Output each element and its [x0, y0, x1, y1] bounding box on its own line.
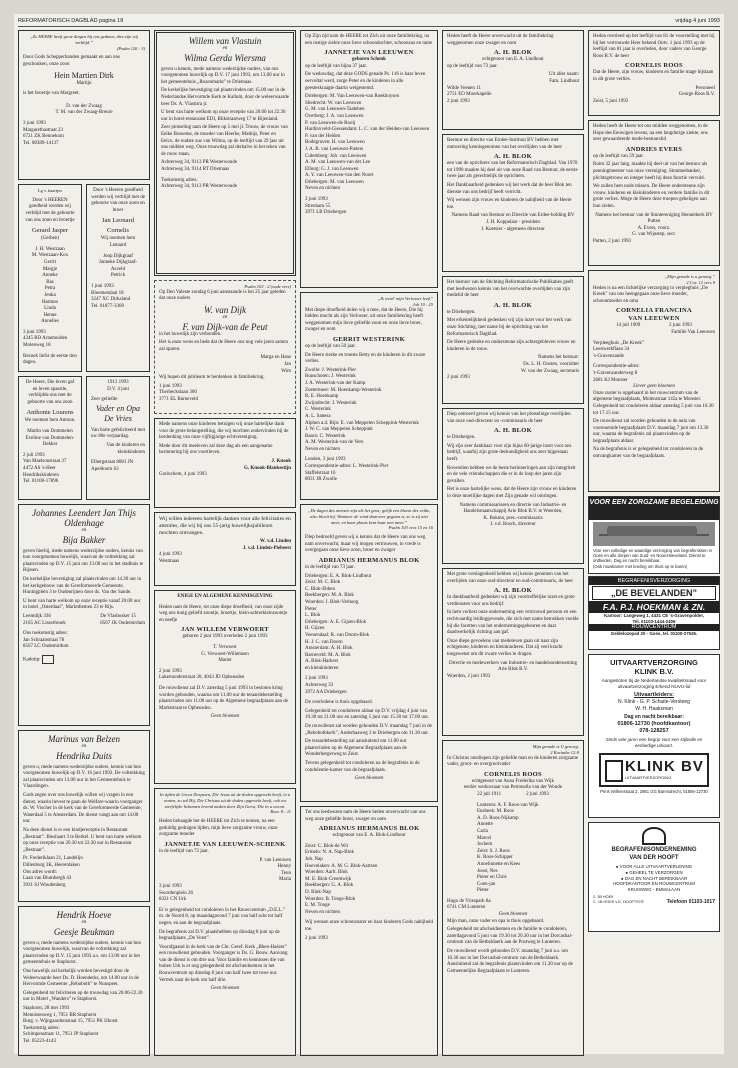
quote: In tijden de Groot Dorpsten, Die Jezus uit de doden opgewekt heeft, in u wonen, zo zal Hij, Die Christus uit de doden opgewekt heeft, ook uw sterfelijke lichamen levend maken door Zijn Geest, Die in u woont.	[159, 792, 291, 809]
wedding-announcement-van-belzen	[18, 730, 150, 902]
death-announcement-verwoert	[154, 590, 296, 784]
signature: J. Knook G. Knook-Blankestijn	[244, 458, 291, 471]
correspondence-address: Correspondentie-adres: 't-Gravenzanderweg 8 2681 KJ Monster	[593, 364, 640, 383]
age: op de leeftijd van bijna 37 jaar.	[305, 63, 368, 69]
body: De rouwdienst zal D.V. zaterdag 5 juni 1993 in besloten kring worden gehouden, waarna om 11.00 uur de teraardebestelling plaatsvinden om 11.00 uur op de Algemene begraafplaats aan de Marktstraat te Opheusden.	[159, 685, 288, 711]
address: Achterweg 34, 9113 PR Westerwoude Achterweg 34, 9114 RT Driemaas	[161, 160, 238, 172]
deceased-name: JANNETJE VAN LEEUWEN	[324, 49, 414, 57]
intro: Door 's HEEREN goedheid werden wij verblijd met de geboorte van ons zoon en broertje	[25, 197, 75, 223]
quote: „De dagen des mensen zijn als het gras; gelijk een bloem des velds, alzo bloeit hij. Wanneer de wind daarover gegaan is, zo is zij niet meer, en haar plaats kent haar niet meer.”	[307, 508, 431, 525]
body: De rouwdienst zal worden gehouden D.V. maandag 7 juni in de „Rehobothkerk”, Anderhaaweg 3 te Driebergen om 11.30 uur.	[305, 724, 432, 736]
signature: Directie en medewerkers van Industrie- en handelsonderneming Arie Blok B.V.	[448, 660, 577, 673]
gift-tip	[23, 655, 145, 664]
ad-banner	[589, 497, 719, 520]
signature: W. v.d. Linden J. v.d. Linden-Piebeest	[242, 539, 291, 551]
body: De rouwdienst wordt gehouden D.V. maandag 7 juni a.s. om 10.30 uur in het Dorcasbal-centrum van de Betheldaerk. Aansluitend zal de begrafenis plaatsvinden om 11.30 uur op de Gemeentelijke Begraafplaats te Lunteren.	[447, 949, 573, 974]
deceased-name: ADRIANUS HERMANUS BLOK	[318, 825, 420, 833]
bride-name: Geesje Beukman	[53, 926, 115, 937]
body: geven hierbij, mede namens wederzijdse ouders, kennis van hun voorgenomen huwelijk, waarvan de voltrekking zal plaatsvinden op D.V. 15 juni om 13.00 uur in het stadhuis te Rijssen.	[23, 548, 144, 574]
ad-address: Prins Willemstraat 2, 2951 GG Barendrecht, 01806-12730	[600, 789, 708, 794]
body: Op Den Valeste zondag 6 juni aanstaande is het 25 jaar geleden dat onze ouders	[159, 289, 286, 302]
address: 3 juni 1993 4345 RD Arnemuiden Molenweg 18	[23, 329, 68, 349]
birth-announcement-anthonie	[18, 376, 82, 500]
ad-zorgzame-begeleiding	[588, 496, 720, 574]
body: Dat de Heere, zijn vrouw, kinderen en familie mage bijstaan in dit grote verlies.	[593, 70, 714, 82]
family: Driebergen: M. Van Leeuwen-van Roekhuysen Sliedrecht: W. van Leeuwen G. M. van Leeuwen-Taaleben Overberg: J. A. van Leeuwen P. van Leeuwen-de Rooij Hardinxveld-Giessendam: L. C. van der Heiden-van Leeuwen P. van der Heiden Bodegraven: H. van Leeuwen J. A. B. van Leeuwen-Pieters Culemborg: Joh. van Leeuwen A. M. van Leeuwen-van der Lee Elburg: G. J. van Leeuwen A. Y. van Leeuwen-van den Noort Driebergen: M. van Leeuwen Neven en nichten	[305, 94, 430, 192]
birthday-announcement-de-vries	[86, 376, 150, 500]
ad-top: BEGRAFENISVERZORGING	[589, 577, 719, 585]
deceased-name: ADRIANUS HERMANUS BLOK	[318, 556, 420, 564]
children: Marga en Hans Jan Wim	[260, 355, 291, 374]
header-right: vrijdag 4 juni 1993	[675, 18, 720, 24]
body: De teraardebestelling zal aansluitend om 11.00 uur plaatsvinden op de Algemene Begraafplaats aan de Wonderbergerweg te Zeist.	[305, 739, 407, 758]
spouse: echtgenoot van E. A. Lindhout	[482, 57, 544, 63]
body: Heden heeft de Heere tot ons midden weggenomen, in de Hope des Eeuwigen levens, na een langdurige ziekte, ons zeer gewaardeerde mede-bestuurslid	[593, 124, 708, 143]
intro: Door Gods Schepperhanden gemaakt en aan ons geschonken, onze zoon	[23, 55, 120, 67]
death-announcement-blok-family	[300, 504, 438, 802]
header-left: REFORMATORISCH DAGBLAD pagina 18	[18, 18, 124, 24]
body: Heden is na een lichtelijke verzorging in verpleghuis „De Kreek” van ons heengegaan onze lieve moeder, schoonmoeder en oma	[593, 285, 708, 304]
body: In hem verliest onze onderneming een vertrouwd persoon en een rechtvaardig leidinggevende, die zich met name betrokken voelde bij die facetten van het ondernemingsgebeuren en daar daadwerkelijk richting aan gaf.	[447, 610, 579, 636]
address: Elbergstraat 8081 JN Apeldoorn 63	[91, 460, 134, 472]
ad-names: N. Klink - G. P. Schuite-Versteeg W. H. Haaksman	[618, 699, 690, 712]
family: Joop Dijkgraaf Janneke Dijkgraaf- Asveld Petrick	[98, 253, 138, 279]
body: Ruim 32 jaar lang, maakte hij deel uit van het bestuur als penningmeester van onze vereniging. Stonmeebanker, plichtsgetrouw en integer heeft hij deze functie vervuld.	[593, 162, 708, 181]
address: 3 juni 1993 Streuham 55 3971 LB Driebergen	[305, 197, 347, 216]
groom-name: Johannes Leendert Jan Thijs Oldenhage	[32, 508, 136, 528]
future-address: Ons toekomstig adres: Jan Schraanstraat 78 8567 LC Oudemirdum	[23, 631, 69, 650]
birth-announcement-gerard	[18, 184, 82, 372]
klink-logo	[599, 753, 709, 787]
dates: geboren 2 juni 1993 overleden 2 juni 1993	[182, 634, 268, 640]
ad-subtitle: Uitvaartleiders:	[633, 692, 675, 698]
ad-name: „DE BEVELANDEN”	[592, 586, 716, 600]
deceased-name: GERRIT WESTERINK	[333, 335, 405, 343]
body: Gelegenheid tot condoleren aldaar op D.V. vrijdag 4 juni van 19.30 tot 21.00 uur en zaterdag 5 juni van 15.30 tot 17.00 uur.	[305, 708, 430, 721]
address: Pr. Frederiklaan 21, Landelijn Dillenburg 3K, Heerenlaken Ons adres wordt: Laan van Blumbergh 43 3931 SJ Woudenberg	[23, 856, 83, 888]
signature: Familie Van Leeuwen	[671, 329, 715, 335]
body: Heden nam de Heere, tot onze diepe droefheid, van onze zijde weg ons innig geliefd zoontje, broertje, klein-achterkleinzoontje en neefje	[159, 604, 288, 623]
body: Heden heeft de Heere onverwacht uit de familiekring weggenomen onze zwager en oom	[447, 34, 554, 46]
quote: „Mijn genade is u genoeg.” 2 Cor. 12 vers 9	[664, 274, 715, 285]
address: 2 juni 1993 Achterweg 33 3972 AA Driebergen	[305, 676, 347, 695]
ad-van-der-hooft	[588, 822, 720, 932]
body: Na de begrafenis is er gelegenheid tot condoleren in de ontvangkamer van de begraafplaats.	[593, 447, 704, 460]
wedding-announcement-hoeve	[18, 906, 150, 1056]
ad-owner: F.A. P.J. HOEKMAN & ZN.	[589, 601, 719, 613]
maiden-name: geboren Schenk	[352, 57, 386, 63]
body: In dankbaarheid gedenken wij zijn voortreffelijke inzet en grote verdiensten voor ons bedrijf.	[447, 595, 575, 607]
body: Met grote verslagenheid hebben wij kennis genomen van het overlijden van onze oud-directeur en oud-commissaris, de heer	[447, 572, 574, 584]
body: Het is onze hartelijke wens, dat de Heere zijn vrouw en kinderen in deze moeilijke dagen met Zijn genade wil omringen.	[447, 487, 577, 499]
date: 2 juni 1993	[447, 375, 470, 381]
address: Staphorst, 28 mei 1993 Mennistesweg 1, 7951 BR Staphorst Burg. v. Wijngaardenstraat 15, 7951 PK IJhorst Toekomstig adres: Schimpenstraat 11, 7951 JP Staphorst Tel. 05223-4143	[23, 1005, 118, 1044]
correspondence-address: Correspondentie-adres: L. Westerink-Pier Staffelstraat 16 8031 JR Zwolle	[305, 464, 389, 483]
and: en	[81, 528, 87, 533]
family: Zwolle: J. Westerink-Pier Bunschoten: J. Westerink J. A. Westerink-van der Kamp Zoetermeer: M. Hoenkamp-Westerink R. E. Hoenkamp Zwijndrecht: J. Westerink C. Westerink A. L. Sanesa Alphen a.d. Rijn: E. van Meppelen Scheppink-Westerink J. W. C. van Meppelen Scheppink Baarn: C. Westerink A. M. Westerink-van de Vere Neven en nichten	[305, 367, 419, 452]
body: De rouwdienst zal worden gehouden in de aula van voornoemde begraafplaats D.V. maandag 7 juni om 13.30 uur, waarna de begrafenis zal plaatsvinden op de begraafplaats aldaar.	[593, 419, 709, 444]
parents: Martin van Dommelen Eveline van Dommelen-Dekker	[25, 428, 75, 448]
honoree-name: Vader en Opa De Vries	[96, 403, 140, 423]
husband-name: W. van Dijk	[204, 304, 246, 315]
quote-ref: Job 19 : 25	[412, 301, 433, 307]
family: T. Verwoert G. Verwoert-Willemsen Mariet	[201, 644, 249, 664]
date: Putten, 2 juni 1993	[593, 238, 632, 244]
age: in de leeftijd van 72 jaar.	[159, 848, 209, 854]
death-announcement-roos-personeel	[588, 30, 720, 116]
body: Onze zuster is opgebaard in het rouwcentrum van de algemene begraafplaats, Molenstraat 145a te Monster. Gelegenheid tot condoleren aldaar zaterdag 5 juni van 16.30 tot 17.15 uur.	[593, 390, 714, 416]
age: in de leeftijd van 73 jaar.	[305, 564, 355, 570]
signature: Uit aller naam: Fam. Lindhout	[549, 72, 579, 84]
body: in het huwelijk zijn verbonden.	[159, 331, 222, 337]
hearse-photo	[593, 522, 715, 546]
place: te Driebergen.	[447, 309, 476, 315]
family: Driebergen: E. A. Blok-Lindhout Zeist: M. C. Blok C. Blok-Ebben Beekbergen: M. A. Blok Woerden: J. Blok-Verhoog Pieter L. Blok Driebergen: A. E. Gijzen-Blok H. Gijzen Veenendaal: R. van Doorn-Blok H. J. C. van Doorn Amsterdam: A. H. Blok Barneveld: M. A. Blok A. Blok-Harkers en kleinkinderen	[305, 573, 372, 671]
body: De weduwdag, dat deze GODS genade Ps. 116 is haar leven oervoltal werd, zorge Peter en de kinderen in alle geesteskraagte daarin welgestemd.	[305, 72, 426, 91]
address: Leemdijk 336 2165 AC Lisserbroek	[23, 613, 66, 626]
child-nickname: Wij noemen hem Lennard	[100, 236, 136, 248]
death-announcement-blok-stichting	[442, 276, 584, 404]
ad-phone: Telefoon 01103-1017	[666, 898, 715, 905]
age: op de leeftijd van 73 jaar.	[447, 63, 498, 69]
address: Verpleeghuis „De Kreek” Leenwerkflaan 34 's-Gravenzande	[593, 340, 645, 359]
body: Van harte gefeliciteerd met uw 80e verjaardag.	[91, 427, 145, 440]
footnote: Geen bloemen	[498, 912, 528, 918]
body: Zeer plotseling nam de Heere op 5 mei jl. Trouw, de vrouw van Eelke Bosseme, de moeder van Heerke, Mathijs, Peter en Eelco, de oudste zus van Wilma, op de leeftijd van 29 jaar uit ons midden weg. Onze trouwdag zal derhalve in het teken van de rouw staan.	[161, 125, 288, 157]
ad-tagline: Dag en nacht bereikbaar:	[624, 714, 684, 720]
deceased-name: CORNELIS ROOS	[484, 770, 542, 778]
date: 4 juni 1993 Westmaas	[159, 552, 182, 564]
body: Mijn man, onze vader en opa is thuis opgebaard.	[447, 918, 545, 924]
body: Na deze dienst is er een kindjereceptie in Restaurant „Bestraat”. Bieshaart 3 te Berkel. U bent van harte welkom op onze receptie van 20.30 tot 22.30 uur in Restaurant „Bestraat”.	[23, 827, 142, 853]
future-address: Toekomstig adres: Achterweg 34, 9113 PR Westerwoude	[161, 177, 238, 190]
ad-body: Aangesloten bij de Nederlandse kwaliteitsraad voor uitvaartverzorging Erkend NUVU-lid	[601, 678, 707, 689]
footnote: Liever geen bloemen	[633, 384, 675, 390]
body: De begrafenis zal D.V. plaatshebben op dinsdag 8 juni op de begraafplaats „De Vorst”.	[159, 929, 280, 942]
quote-ref: Psalm 103 vers 15 en 16	[388, 525, 433, 531]
child-name: Anthonie Lourens	[26, 409, 74, 417]
family: Lunteren: A. F. Roos-van Wijk Ensbeek: M. Roos A. D. Roos-Nijkamp Annette Carla Marcel Jochem Zeist: S. J. Roos K. Roos-Schipper Annelinnette en Kees Joost, Nes Pieter en Chris Coen-jan Pieter	[477, 802, 539, 894]
deceased-name: A. H. BLOK	[493, 301, 533, 309]
bride-name: Wilma Gerda Wiersma	[184, 52, 266, 63]
footnote: Geen bloemen	[354, 776, 384, 782]
ad-body: Voor een volledige en waardige verzorging van begrafenissen in Goes en alle dorpen van Zuid- en Noord-Beveland. Dienst te ontbieden. Dag en nacht bereikbaar. (Ook rouwkamer met koeling om thuis op te baren)	[593, 548, 712, 569]
body: Mede door dit meeleven zal deze dag als een aangename herinnering bij ons voortleven.	[159, 443, 273, 456]
body: Gods zegen over ons huwelijk willen wij vragen in een dienst, waarin bevest te gaan de Welfare-waarin voorganger ds. W. Vischer in de kerk van de Gereformeerde Gemeente, Waterdaal 5 te Amsterdam. De dienst vangt aan om 14.00 uur.	[23, 792, 143, 825]
body: Tot ons leedwezen nam de Heere heden onverwacht van ons weg onze geliefde broer, zwager en oom	[305, 810, 426, 822]
hearse-icon	[607, 526, 697, 536]
groom-name: Hendrik Hoeve	[56, 910, 112, 920]
former-spouse: eerder weduwnaar van Petronella van der Woude	[463, 785, 563, 791]
address: Hugo de Vriespark 8a 6741 CM Lunteren	[447, 898, 491, 911]
ad-address: 2. 3B HOEK C. 1B HOEK v.D. HOOFTSTR	[593, 894, 644, 904]
footnote: Geen bloemen	[210, 714, 240, 720]
body: De Heere sterke en troeste Betty en de kinderen in dit zware verlies.	[305, 352, 426, 365]
ad-phone: 01806-12730 (hoofdkantoor) 078-128257	[617, 721, 691, 734]
body: Met erkentelijkheid gedenken wij zijn inzet voor het werk van onze Stichting, met name bij de oprichting van het Reformatorisch Dagblad.	[447, 318, 572, 337]
age: op de leeftijd van 59 jaar.	[593, 153, 644, 159]
date: Zeist, 5 juni 1993	[593, 98, 629, 104]
ad-de-bevelanden	[588, 576, 720, 650]
body: We zullen hem node missen. De Heere ondersteune zijn vrouw, kinderen en kleinkinderen en verdere familie in dit grote verlies. Moge de Heere deze troepen geheligen aan hun zielen.	[593, 184, 710, 209]
and: en	[222, 314, 228, 320]
death-announcement-blok-erdee	[442, 134, 584, 272]
body: Bovendien hebben we de beste herinneringen aan zijn integriteit en de vele vriendschappen die er in de loop der jaren zijn gevallen.	[447, 465, 576, 484]
dates: 22 juli 1911 2 juni 1993	[477, 791, 549, 797]
body: Tevens gelegenheid tot condoleren na de begrafenis in de condolentie-kamer van de begraafplaats.	[305, 761, 420, 773]
body: geven u, mede namens wederzijdse ouders, kennis van hun voorgenomen huwelijk op D.V. 16 juni 1993. De voltrekking zal plaatsvinden om 13.00 uur in het Gemeentehuis te Vlaardingen.	[23, 764, 145, 790]
footnote: Geen bloemen	[210, 986, 240, 992]
body: De Heere gedenke en ondersteune zijn achtergebleven vrouw en kinderen in de rouw.	[447, 340, 576, 352]
deceased-name: CORNELIS ROOS	[625, 62, 683, 70]
page-header	[18, 16, 720, 27]
quote-ref: Rom. 8 : 11	[270, 809, 291, 815]
ad-title: VOOR EEN ZORGZAME BEGELEIDING	[589, 499, 719, 506]
family: J. H. Westzaan M. Westzaan-Kox Gerrit Margje Anneke Bas Petra Jenka Harmen Linda Henne Annelies	[31, 246, 69, 325]
death-announcement-blok-siblings	[300, 806, 438, 1056]
gift-icon	[42, 655, 54, 664]
death-announcement-van-leeuwen-family	[300, 30, 438, 288]
ad-tagline-2: Sinds vele jaren een begrip voor een stijlvolle en eerbiedige uitvaart.	[605, 737, 703, 748]
logo-subtext: UITVAARTVERZORGING	[625, 775, 672, 780]
logo-frame-icon	[605, 760, 623, 782]
groom-name: Willem van Vlastuin	[188, 36, 262, 46]
quote: „Zo HEERE heeft grote dingen bij ons gedaan; dies zijn wij verblijd.”	[29, 34, 139, 45]
address: 1 juni 1993 Bloemendaal 18 3247 XC Dirksland Tel. 01877-3360	[91, 283, 131, 309]
body: geven u, mede namens wederzijdse ouders, kennis van hun voorgenomen huwelijk, waarvan de voltrekking zal plaatsvinden op D.V. 15 juni 1993 a.s. om 13.00 uur in het gemeentehuis te Staphorst.	[23, 940, 142, 966]
body: De kerkelijke bevestiging zal plaatsvinden om 15.00 uur in de Nederlandse Hervormde Kerk te Kallum, door de weleerwaarde heer Ds. A. Vlastirra jr.	[161, 88, 289, 107]
body: De overledene is thuis opgebaard.	[305, 700, 373, 706]
parents: D. van der Zwaag T. M. van der Zwaag-Breure	[55, 103, 113, 116]
groom-name: Marinus van Belzen	[48, 734, 120, 744]
body: Op Zijn tijd nam de HEERE tot Zich uit onze familiekring, na een rustige ziekte onze lieve schoondochter, schoonzus en tante	[305, 34, 433, 46]
body: U bent van harte welkom op onze receptie van 20.00 tot 22.30 uur in hotel-restaurant EDI, Blikstraatweg 17 te Bijenland.	[161, 110, 286, 122]
date: 2 juni 1993	[305, 935, 328, 941]
child-name: Jan Leonard Cornelis	[102, 217, 134, 235]
bride-name: Hendrika Duits	[56, 750, 112, 761]
spouse: echtgenoot van E. A. Blok-Lindhout	[332, 833, 406, 839]
intro: Zeer geliefde	[91, 397, 118, 403]
body: Het is onze wens en bede dat de Heere ons nog vele jaren samen zal sparen.	[159, 340, 288, 352]
death-announcement-roos	[442, 740, 584, 1056]
family: P. van Leeuwen Henny Teun Maria	[259, 857, 291, 883]
body: Heden behaagde het de HEERE tot Zich te nemen, na een geduldig gedragen lijden, mijn lieve zorgzame vrouw, onze zorgzame moeder	[159, 819, 278, 838]
wife-name: F. van Dijk-van de Peut	[182, 321, 268, 332]
gift-tip-label: Kadotip:	[23, 657, 41, 663]
newspaper-page	[14, 14, 724, 1054]
body: Met diepe droefheid delen wij u mee, dat de Heere, Die hij bidden mocht als zijn Verlosser, uit onze familiekring heeft weggenomen mijn lieve geliefde zoon en onze lieve broer, zwager en oom	[305, 307, 424, 333]
death-announcement-westerink	[300, 292, 438, 500]
address: 2 juni 1993 Lakemonderstraat 30, 4043 JD Opheusden	[159, 668, 245, 681]
quote-ref: Psalm 103 : 2 (oude vers)	[244, 284, 291, 289]
deceased-name: A. H. BLOK	[493, 587, 533, 595]
body: Wij hopen dit jubileum te herdenken in familiekring.	[159, 375, 265, 381]
body: Mede namens onze kinderen betuigen wij onze hartelijke dank voor de grote belangstelling, die wij mochten ondervinden bij de herdenking van onze vijftigjarige echtvereniging.	[159, 422, 289, 441]
death-announcement-blok-directie	[442, 568, 584, 736]
child-nickname: Martijn	[76, 80, 92, 86]
signature: Van de kinderen en kleinkinderen	[106, 442, 145, 455]
dates: 14 juli 1909 2 juni 1993	[616, 323, 692, 329]
body: De kerkelijke bevestiging zal plaatsvinden om 14.30 uur in het kerkgebouw van de Gereformeerde Gemeente, Huningplein 3 te Oudenrijnen door ds. Van der Sande.	[23, 576, 142, 596]
sibling-line: is het broertje van Margreet.	[23, 91, 80, 97]
family: Zeist: C. Blok-de Wit Ermelo: N. A. Nap-Blok Joh. Nap Hoevelaken: A. M. G. Blok-Aartsen Woerden: Aarlt. Blok M. E. Blok-Creemwijk Beekbergen: G. A. Blok D. Blok-Nap Woerden: B. Tonge-Blok E. M. Tonge Neven en nichten	[305, 843, 378, 915]
child-name: Gerard Jasper	[32, 227, 68, 235]
child-nickname: We noemen hem Antoon.	[24, 418, 76, 424]
body: Diep bedroefd geven wij u kennis dat de Heere van ons weg nam onverwacht, maar wij mogen vertrouwen, in vrede is overgegaan onze lieve zoon, broer en zwager	[305, 535, 426, 554]
birth-announcement-martijn	[18, 30, 150, 180]
deceased-name: ANDRIES EVERS	[625, 145, 683, 153]
death-announcement-cornelia-van-leeuwen	[588, 270, 720, 492]
signature: Namens het bestuur van de Stuntereniging Hennetkerk BV Putten A. Evers, voorz. G. van Wijnstep, secr.	[595, 212, 713, 238]
body: Heden overleed op het leeftijd van 81 de voorstelling met hij bij het vertrouwde Heer bekend Ontv. 1 juni 1993 op de leeftijd van 81 jaar is overleden, door vaders van George Roos B.V. de heer	[593, 34, 715, 59]
deceased-name: A. H. BLOK	[493, 427, 533, 435]
thanks-announcement-knook	[154, 418, 296, 508]
and: en	[81, 920, 87, 925]
note: Lg v. kaartjes	[37, 188, 63, 193]
intro: De Heere, Die leven gaf en leven spaarde, verblijdde ons met de geboorte van ons zoon	[25, 380, 75, 405]
ad-title: UITVAARTVERZORGING KLINK B.V.	[610, 658, 698, 676]
address: 3 juni 1993 Swordenplein 26 8321 CN Urk	[159, 883, 194, 903]
deceased-name: JAN WILLEM VERWOERT	[181, 626, 269, 634]
signature: Personeel George Roos B.V.	[678, 85, 715, 98]
ad-klink-bv	[588, 654, 720, 818]
date: Woerden, 2 juni 1993	[447, 673, 491, 679]
ad-title: BEGRAFENISONDERNEMING VAN DER HOOFT	[611, 847, 697, 861]
quote: Mijn genade is U genoeg. 2 Korinthe 12:9	[532, 744, 579, 755]
body: Gelegenheid tot feliciteren op de trouwdag van 20.00-22.30 uur in Motel „Wanders” te Staphorst.	[23, 990, 143, 1003]
body: Ons huwelijk zal kerkelijk worden bevestigd door de Weleerwaarde heer Ds. D. Hoenderks, om 14.00 uur in de Hervormde Gemeente „Rehoboth” te Nunspeet.	[23, 968, 139, 988]
address: 1 juni 1993 Therbeckslaan 300 3771 EL Barneveld	[159, 383, 198, 402]
child-nickname: (Gerben)	[40, 236, 60, 242]
body: Wij willen iedereen hartelijk danken voor alle felicitaties en attenties, die wij bij ons 55-jarig huwelijksjubileum mochten ontvangen.	[159, 516, 291, 536]
logo-text: KLINK BV	[625, 758, 704, 775]
signature: Namens Raad van Bestuur en Directie van Erdee-holding BV J. H. Koppelaar - president J. Koetsier - algemeen directeur	[451, 213, 575, 232]
body: Wij wensen onze schoonzuster en haar kinderen Gods nabijheid toe.	[305, 920, 433, 932]
visit-note: Bezoek liefst de eerste tien dagen.	[23, 353, 77, 366]
ad-items: ● VOOR ALLE UITVAARTVERLENING ● GEHEEL TE VERZORGEN ● DAG EN NACHT BEREIKBAAR HOOFDKANTOOR EN ROUWCENTRUM KRUISWEG - EMMALAAN	[613, 864, 695, 893]
body: Het Dankbaarheid gedenken wij het werk dat de heer Blok ten dienste van ons bedrijf heeft verricht.	[447, 182, 572, 195]
deceased-name: A. H. BLOK	[493, 153, 533, 161]
dates: 1913 1993 D.V. 4 juni	[107, 380, 129, 392]
body: Bestuur en directie van Ernlee-Instituut BV hebben met ontroering kennisgenomen van het overlijden van de heer	[447, 138, 563, 150]
place: te Driebergen.	[447, 435, 476, 441]
quote: „Ik werd' mijn Verlosser leeft”	[377, 296, 433, 301]
body: Voorafgaand in de kerk van de Chr. Geref. Kerk „Bhen-Haëzer” een rouwdienst gehouden. Voorganger is Ds. G. Bouw. Aanvang van de dienst is om drie uur. Voor familie en kennissen die van buiten Urk is er nog gelegenheid tot afscheidnemen in het Rouwcentrum op dinsdag 8 juni van half twee tot twee uur. Vertrek naar de kerk om half drie.	[159, 944, 288, 983]
and: en	[222, 46, 228, 51]
heading: ENIGE EN ALGEMENE KENNISGEVING	[177, 594, 273, 599]
body: Het bestuur van de Stichting Reformatorische Publikaties geeft met leedwezen kennis van het overwachte overlijden van zijn medelid de heer	[447, 280, 574, 299]
death-announcement-blok-industrie	[442, 408, 584, 564]
body: Onze diepe gevoelens van medeleven gaan uit naar zijn echtgenote, kinderen en kleinkinderen. Dat zij veel kracht toegewenst om dit zware verlies te dragen.	[447, 638, 563, 657]
body: Wij wensen zijn vrouw en kinderen de nabijheid van de Heere toe.	[447, 198, 572, 210]
wedding-announcement-oldenhage	[18, 504, 150, 726]
address: De Vlasbosker 15 8567 JK Oudemirdum	[100, 613, 145, 626]
ad-center-title: ROUWCENTRUM	[589, 624, 719, 631]
child-name: Hein Martien Dirk	[54, 70, 114, 80]
birth-announcement-jan-leonard	[86, 184, 150, 372]
signature: Namens commissarissen en directie van Industrie- en Handelsmaatschappij Arie Blok B.V. te Woerden, K. Bokma, pres.-commissaris J. v.d. Bosch, directeur	[459, 502, 567, 528]
intro: Door 's Heeren goedheid werden wij verblijd met de geboorte van onze zoon en broer	[91, 188, 145, 213]
quote-ref: (Psalm 126 : 3)	[116, 45, 145, 51]
spouse: echtgenoot van Anna Frederika van Wijk	[471, 778, 555, 784]
body: In Christus ontsliepen zijn geliefde man en de kinderen zorgzame vader, groot- en overgrootvader	[447, 755, 579, 768]
death-announcement-evers	[588, 120, 720, 266]
deceased-name: CORNELIA FRANCINA VAN LEEUWEN	[615, 307, 693, 323]
body: Er is gelegenheid tot condoleren in het Rouwcentrum „D.E.L.” m. de Noord 8, op maandagavond 7 juni van half acht tot half negen, en aan de begraafplaats.	[159, 907, 285, 926]
body: Gelegenheid tot afscheidnemen en de familie te condoleren, zaterdagavond 5 juni van 19.30 tot 20.30 uur in het Dorcasbal-centrum van de Betheldaerk aan de Postweg te Lunteren.	[447, 927, 573, 946]
and: en	[81, 744, 87, 749]
address: 2 juli 1993 Van Maelsonstraat 37 4472 AS 's-Heer Hendrikskinderen Tel. 01100-17896	[23, 452, 67, 485]
ad-address: Kantoor: Langeweg 1, 4431 CE 's-Gravenpolder, Tel. 01103-1444-2409	[604, 613, 704, 624]
deceased-name: JANNETJE VAN LEEUWEN-SCHENK	[164, 840, 286, 848]
ad-center-address: Geldelozepad 20 - Goes, tel. 01100-27526.	[610, 631, 698, 636]
anniversary-announcement-van-dijk	[154, 280, 296, 414]
bride-name: Bija Bakker	[62, 534, 106, 545]
body: Wij zijn zeer dankbaar voor zijn bijna 60-jarige inzet voor ons bedrijf, waarbij zijn grote deskundigheid ons zeer bijgestaan heeft.	[447, 443, 572, 462]
signature: Namens het bestuur: Ds. L. H. Oosten, voorzitter W. van der Zwaag, secretaris	[521, 355, 579, 374]
date: Gorinchem, 4 juni 1993	[159, 472, 207, 478]
body: U bent van harte welkom op onze receptie vanaf 20.00 uur in hotel „Osterdaal”, Marktdiemen 23 te Rijs.	[23, 598, 141, 611]
emblem-icon	[642, 827, 666, 845]
date: 2 juni 1993	[447, 98, 470, 104]
address: 3 juni 1993 Margarethastraat 23 6721 ZK Bennekom Tel. 08389-14137	[23, 120, 64, 146]
address: Wilde Veenen 11 2751 EO Moerkapelle	[447, 85, 492, 98]
deceased-name: A. H. BLOK	[493, 49, 533, 57]
body: een van de oprichters van het Reformatorisch Dagblad. Van 1970 tot 1990 maakte hij deel uit van onze Raad van Bestuur, de eerste twee jaar als gerechtelijk de oprichters.	[447, 161, 578, 180]
death-announcement-blok-lindhout	[442, 30, 584, 130]
body: Diep ontroerd geven wij kennis van het plotselinge overlijden van onze oud-directeur en -commissaris de heer	[447, 412, 571, 424]
thanks-announcement-van-der-linden	[154, 512, 296, 586]
death-announcement-van-leeuwen-schenk	[154, 788, 296, 1056]
date: Londen, 3 juni 1993	[305, 457, 346, 463]
age: op de leeftijd van 50 jaar.	[305, 343, 356, 349]
wedding-announcement-van-vlastuin	[154, 30, 296, 276]
body: geven u kennis, mede namens wederzijdse ouders, van ons voorgenomen huwelijk op D.V. 17 juni 1993, om 13.00 uur in het gemeentehuis „Rozenmarkt” te Driemaas.	[161, 66, 285, 85]
